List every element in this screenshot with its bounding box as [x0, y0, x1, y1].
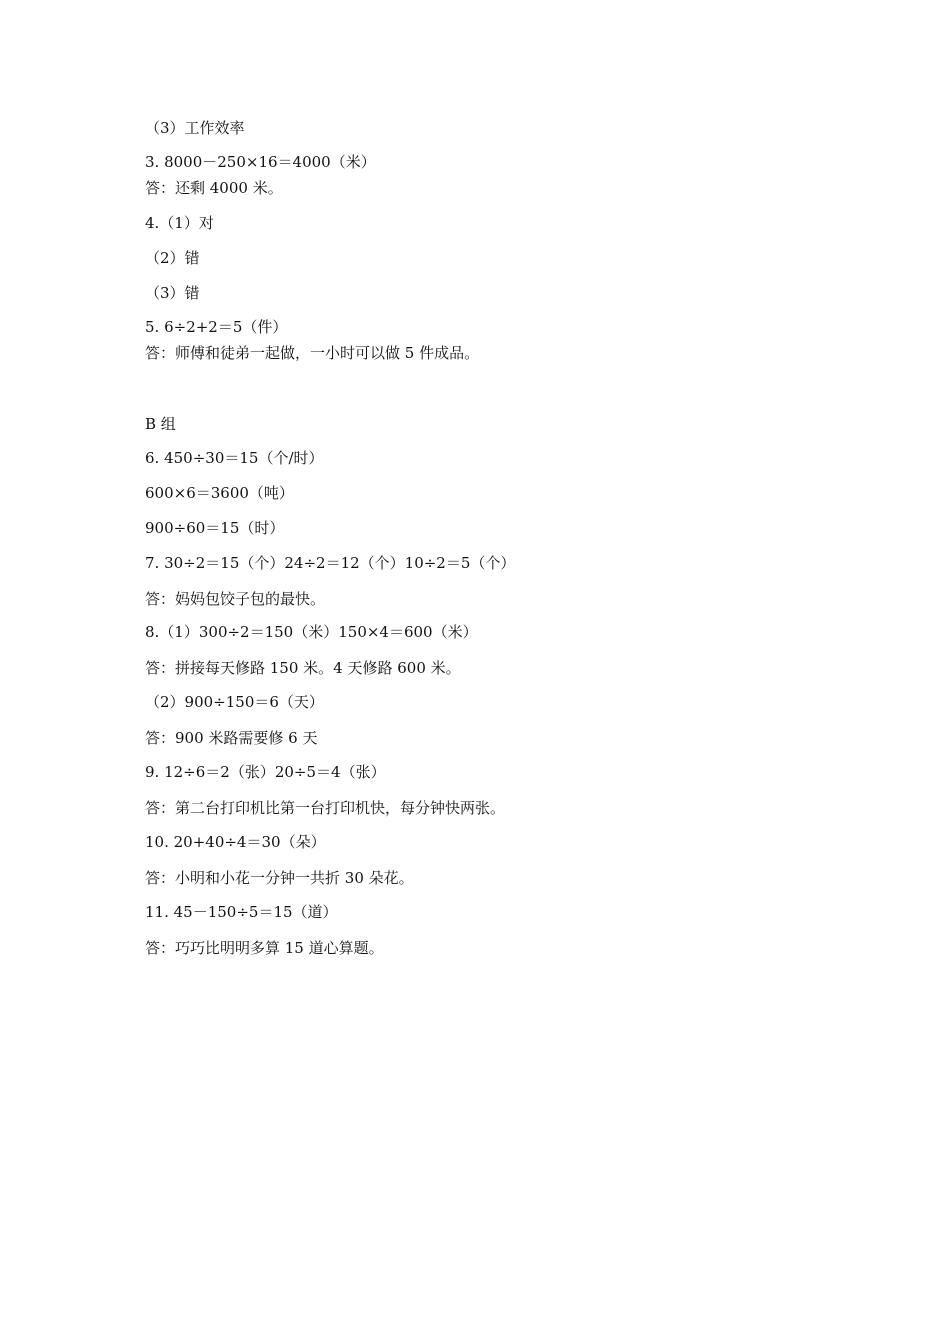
answer-4-part-1: 4.（1）对	[145, 214, 214, 232]
answer-6-equation-3: 900÷60＝15（时）	[145, 519, 285, 537]
answer-9-equations: 9. 12÷6＝2（张）20÷5＝4（张）	[145, 763, 386, 781]
answer-10-equation: 10. 20+40÷4＝30（朵）	[145, 833, 326, 851]
answer-8-part-1-equations: 8.（1）300÷2＝150（米）150×4＝600（米）	[145, 623, 478, 641]
answer-3-part-3: （3）工作效率	[145, 119, 245, 137]
answer-5-equation: 5. 6÷2+2＝5（件）	[145, 318, 288, 336]
answer-8-part-2-statement: 答：900 米路需要修 6 天	[145, 729, 318, 747]
answer-7-statement: 答：妈妈包饺子包的最快。	[145, 590, 326, 608]
section-heading-b: B 组	[145, 415, 176, 433]
answer-3-statement: 答：还剩 4000 米。	[145, 179, 283, 197]
answer-6-equation-2: 600×6＝3600（吨）	[145, 484, 294, 502]
answer-7-equations: 7. 30÷2＝15（个）24÷2＝12（个）10÷2＝5（个）	[145, 554, 516, 572]
answer-8-part-2-equation: （2）900÷150＝6（天）	[145, 693, 324, 711]
answer-3-equation: 3. 8000－250×16＝4000（米）	[145, 153, 376, 171]
answer-10-statement: 答：小明和小花一分钟一共折 30 朵花。	[145, 869, 414, 887]
answer-4-part-2: （2）错	[145, 249, 200, 267]
answer-9-statement: 答：第二台打印机比第一台打印机快，每分钟快两张。	[145, 799, 506, 817]
answer-6-equation-1: 6. 450÷30＝15（个/时）	[145, 449, 324, 467]
answer-4-part-3: （3）错	[145, 284, 200, 302]
answer-8-part-1-statement: 答：拼接每天修路 150 米。4 天修路 600 米。	[145, 659, 461, 677]
answer-5-statement: 答：师傅和徒弟一起做，一小时可以做 5 件成品。	[145, 344, 480, 362]
answer-11-statement: 答：巧巧比明明多算 15 道心算题。	[145, 939, 384, 957]
answer-11-equation: 11. 45－150÷5＝15（道）	[145, 903, 338, 921]
